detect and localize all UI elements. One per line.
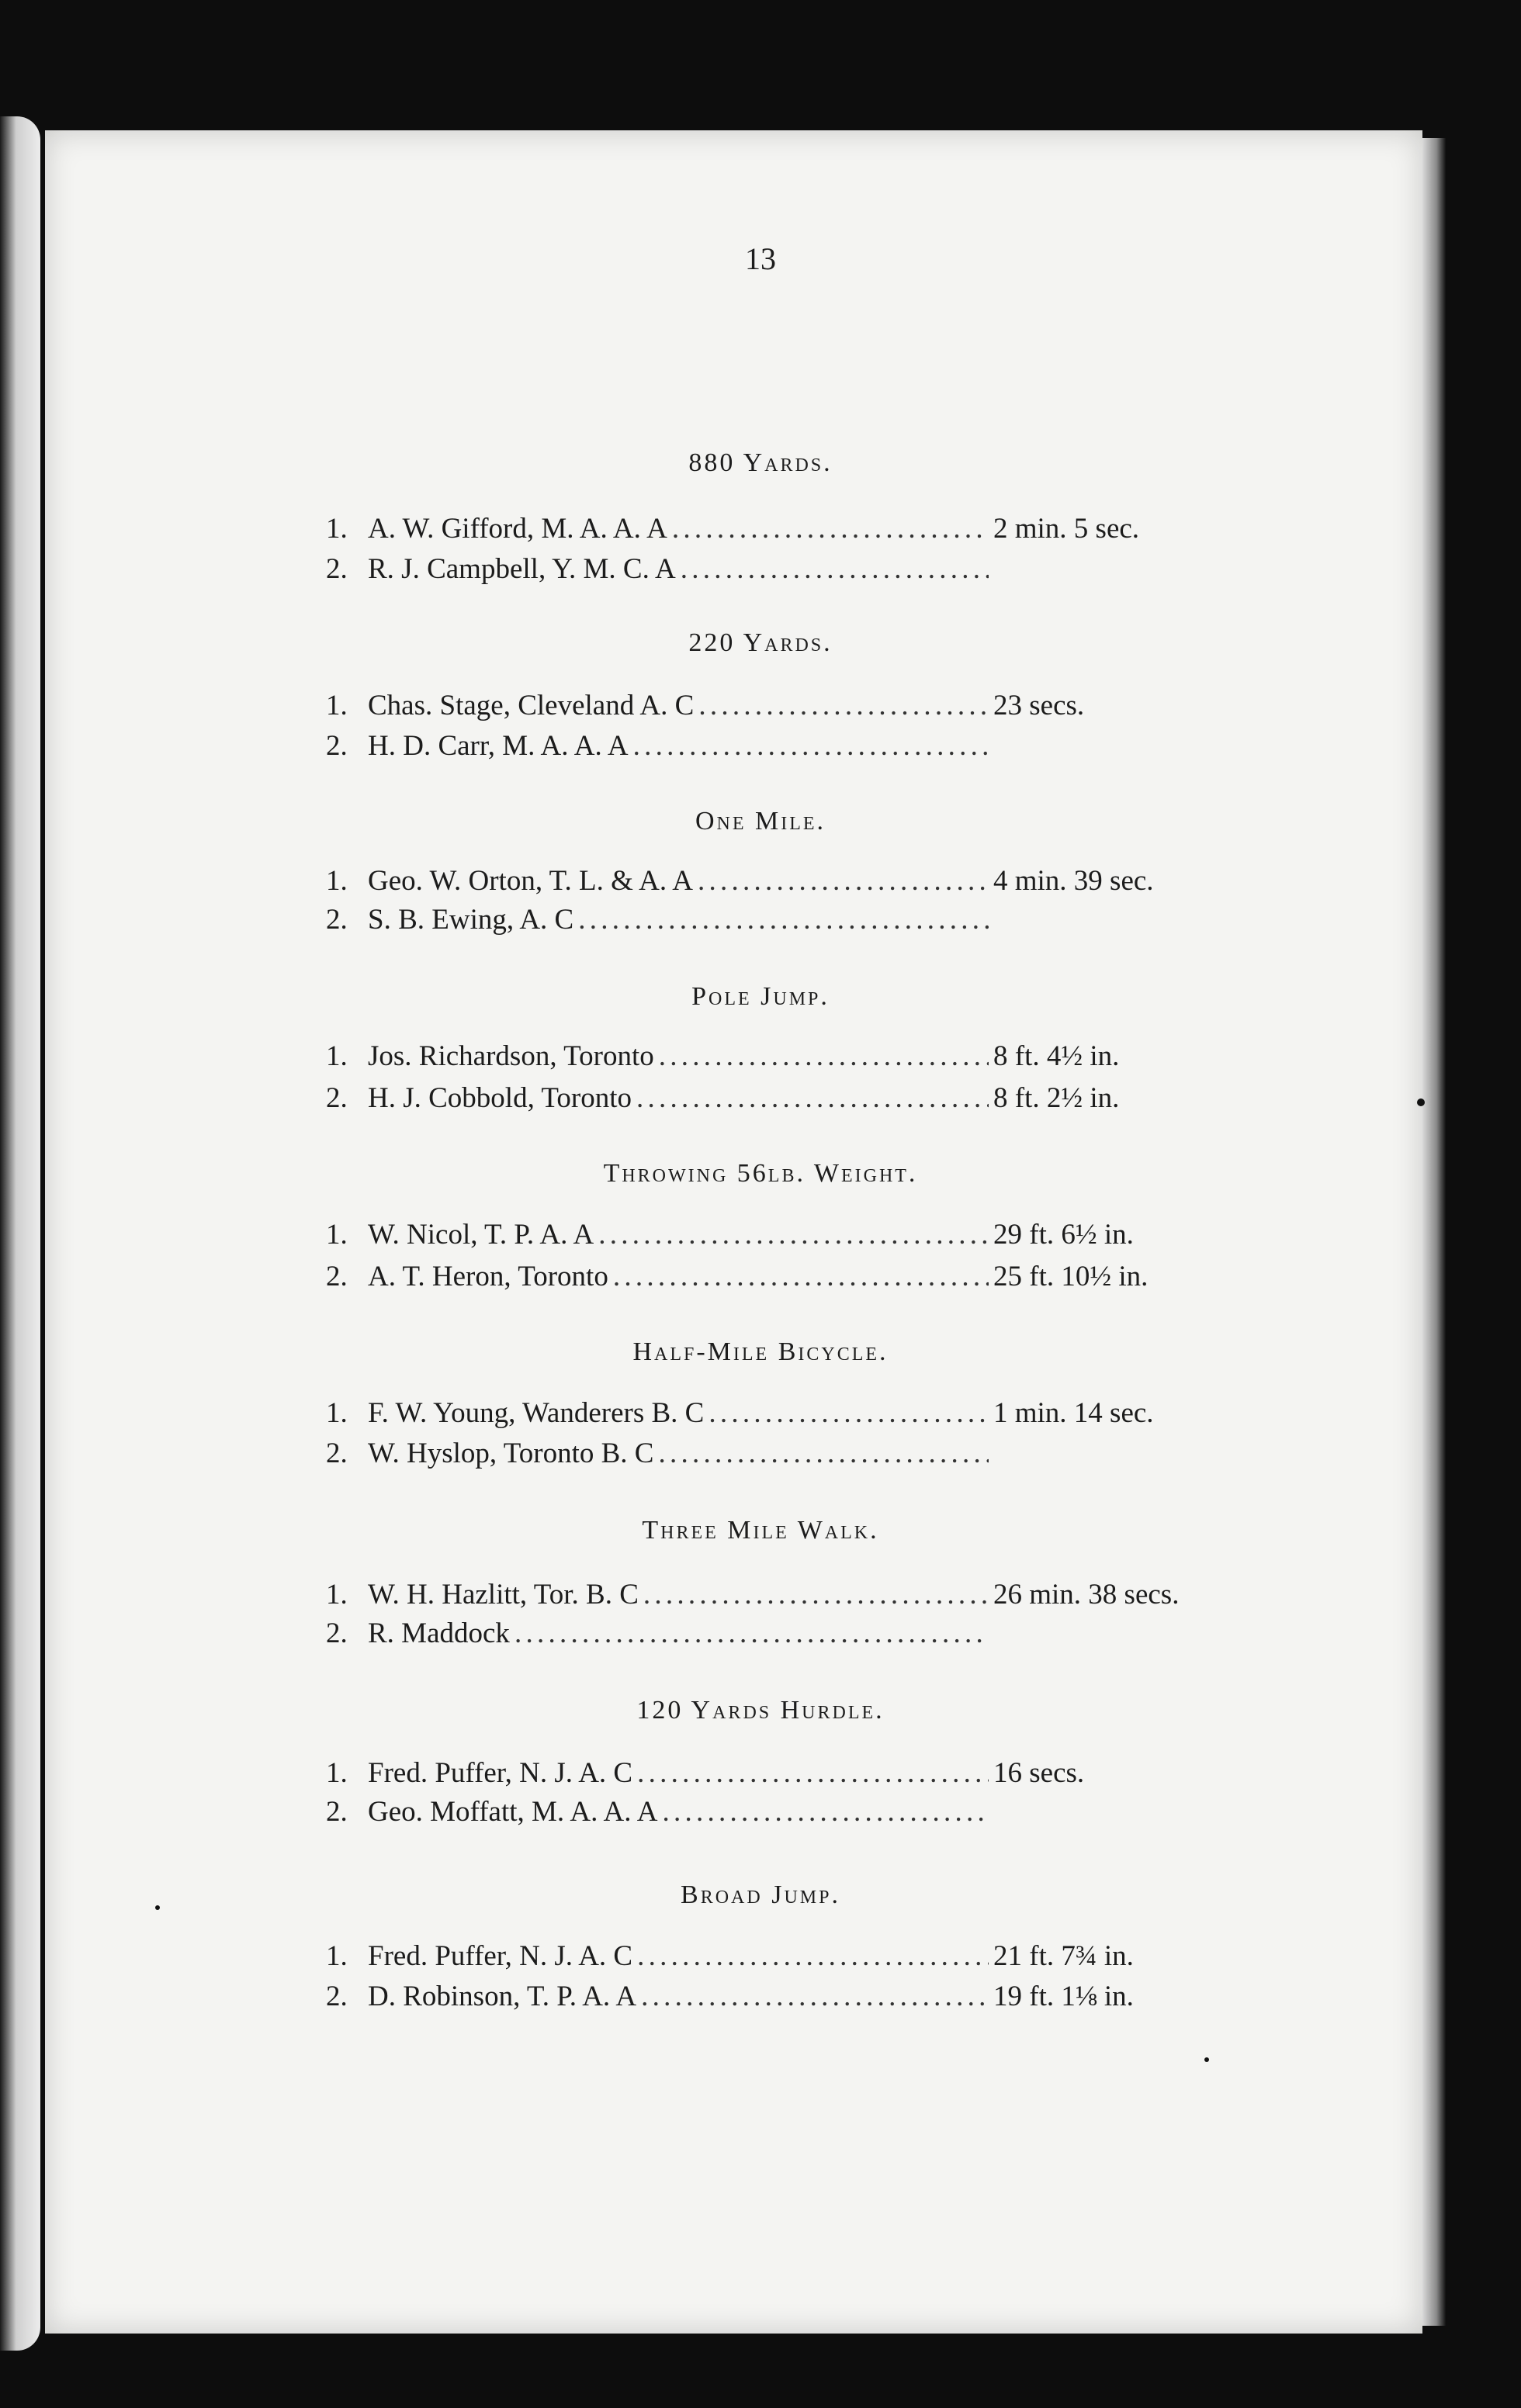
athlete-name: A. T. Heron, Toronto: [368, 1261, 608, 1292]
result-row: [326, 1617, 1218, 1654]
place-number: 2.: [326, 1981, 348, 2012]
result-row: [326, 1260, 1218, 1297]
result-value: 16 secs.: [993, 1757, 1085, 1789]
place-number: 2.: [326, 553, 348, 585]
athlete-name: F. W. Young, Wanderers B. C: [368, 1397, 705, 1429]
athlete-name: W. Nicol, T. P. A. A: [368, 1219, 594, 1251]
leader-dots: [643, 1578, 989, 1611]
place-number: 2.: [326, 1082, 348, 1114]
athlete-name: R. Maddock: [368, 1617, 510, 1649]
place-number: 1.: [326, 1757, 348, 1789]
event-heading: One Mile.: [695, 807, 826, 836]
place-number: 1.: [326, 1040, 348, 1072]
ink-speck: [1417, 1098, 1425, 1106]
result-value: 25 ft. 10½ in.: [993, 1261, 1149, 1292]
place-number: 1.: [326, 513, 348, 545]
athlete-name: A. W. Gifford, M. A. A. A: [368, 513, 667, 545]
leader-dots: [636, 1081, 989, 1115]
leader-dots: [578, 903, 989, 936]
athlete-name: H. J. Cobbold, Toronto: [368, 1082, 632, 1114]
place-number: 1.: [326, 865, 348, 897]
leader-dots: [641, 1980, 989, 2013]
place-number: 2.: [326, 1438, 348, 1469]
leader-dots: [633, 729, 989, 763]
result-value: 2 min. 5 sec.: [993, 513, 1140, 545]
result-row: [326, 1980, 1218, 2017]
result-row: [326, 1396, 1218, 1434]
event-heading: 120 Yards Hurdle.: [636, 1696, 885, 1725]
result-row: [326, 1081, 1218, 1119]
place-number: 1.: [326, 1219, 348, 1251]
place-number: 1.: [326, 1397, 348, 1429]
event-heading: Broad Jump.: [681, 1880, 840, 1909]
place-number: 2.: [326, 1261, 348, 1292]
athlete-name: R. J. Campbell, Y. M. C. A: [368, 553, 676, 585]
athlete-name: Fred. Puffer, N. J. A. C: [368, 1940, 633, 1972]
result-row: [326, 1040, 1218, 1077]
event-heading: 220 Yards.: [688, 628, 833, 657]
result-row: [326, 689, 1218, 726]
event-heading: 880 Yards.: [688, 448, 833, 477]
result-value: 23 secs.: [993, 690, 1085, 721]
leader-dots: [637, 1939, 989, 1973]
result-row: [326, 864, 1218, 901]
leader-dots: [709, 1396, 989, 1430]
result-row: [326, 1756, 1218, 1794]
leader-dots: [662, 1795, 989, 1828]
athlete-name: W. H. Hazlitt, Tor. B. C: [368, 1579, 639, 1611]
result-row: [326, 1218, 1218, 1255]
result-row: [326, 729, 1218, 766]
leader-dots: [613, 1260, 989, 1293]
result-value: 1 min. 14 sec.: [993, 1397, 1154, 1429]
result-row: [326, 1578, 1218, 1615]
place-number: 2.: [326, 1796, 348, 1828]
leader-dots: [698, 864, 989, 898]
athlete-name: H. D. Carr, M. A. A. A: [368, 730, 629, 762]
leader-dots: [637, 1756, 989, 1790]
event-heading: Throwing 56lb. Weight.: [603, 1159, 918, 1188]
result-value: 8 ft. 2½ in.: [993, 1082, 1120, 1114]
leader-dots: [681, 552, 989, 586]
place-number: 2.: [326, 730, 348, 762]
place-number: 1.: [326, 1940, 348, 1972]
place-number: 2.: [326, 1617, 348, 1649]
result-row: [326, 552, 1218, 590]
athlete-name: Geo. Moffatt, M. A. A. A: [368, 1796, 658, 1828]
result-row: [326, 512, 1218, 549]
athlete-name: Geo. W. Orton, T. L. & A. A: [368, 865, 693, 897]
result-row: [326, 903, 1218, 940]
leader-dots: [598, 1218, 989, 1251]
ink-speck: [155, 1905, 160, 1910]
athlete-name: Jos. Richardson, Toronto: [368, 1040, 654, 1072]
leader-dots: [515, 1617, 989, 1650]
result-value: 19 ft. 1⅛ in.: [993, 1981, 1134, 2012]
result-value: 8 ft. 4½ in.: [993, 1040, 1120, 1072]
athlete-name: S. B. Ewing, A. C: [368, 904, 574, 936]
result-value: 21 ft. 7¾ in.: [993, 1940, 1134, 1972]
leader-dots: [658, 1437, 989, 1470]
athlete-name: Fred. Puffer, N. J. A. C: [368, 1757, 633, 1789]
ink-speck: [1204, 2057, 1209, 2062]
result-value: 26 min. 38 secs.: [993, 1579, 1180, 1611]
leader-dots: [659, 1040, 989, 1073]
result-row: [326, 1795, 1218, 1832]
event-heading: Pole Jump.: [691, 982, 830, 1011]
place-number: 1.: [326, 690, 348, 721]
event-heading: Half-Mile Bicycle.: [632, 1337, 889, 1366]
athlete-name: D. Robinson, T. P. A. A: [368, 1981, 637, 2012]
athlete-name: W. Hyslop, Toronto B. C: [368, 1438, 654, 1469]
place-number: 1.: [326, 1579, 348, 1611]
event-heading: Three Mile Walk.: [642, 1516, 879, 1545]
leader-dots: [698, 689, 989, 722]
result-value: 29 ft. 6½ in.: [993, 1219, 1134, 1251]
result-value: 4 min. 39 sec.: [993, 865, 1154, 897]
leader-dots: [672, 512, 989, 545]
athlete-name: Chas. Stage, Cleveland A. C: [368, 690, 695, 721]
result-row: [326, 1437, 1218, 1474]
result-row: [326, 1939, 1218, 1977]
page-number: 13: [745, 241, 776, 276]
place-number: 2.: [326, 904, 348, 936]
